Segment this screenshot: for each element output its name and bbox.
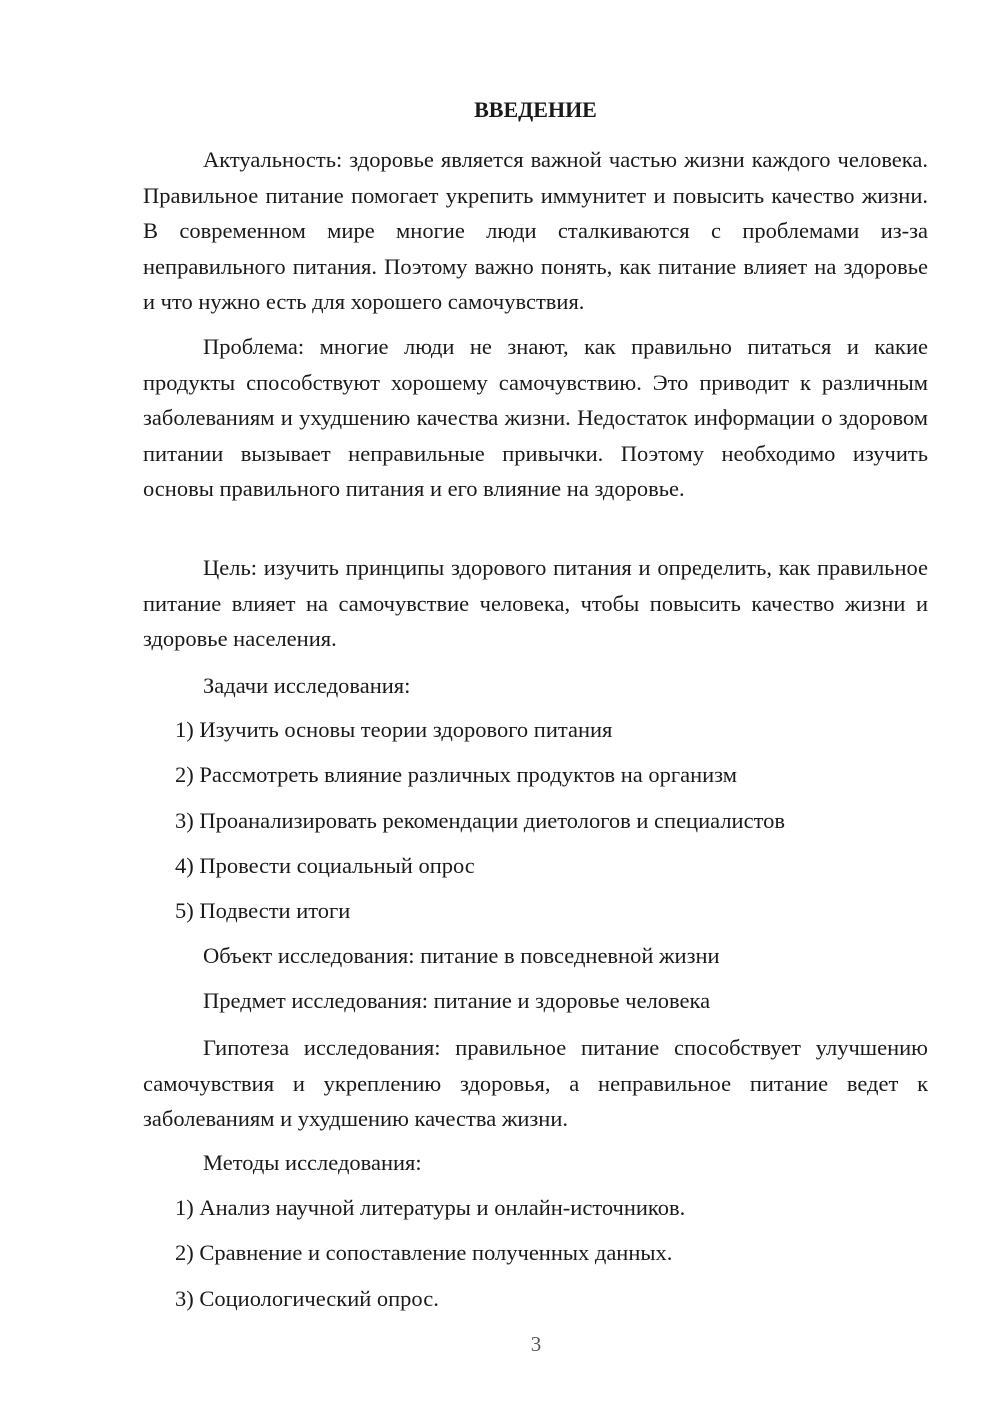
method-item: 1) Анализ научной литературы и онлайн-источников. xyxy=(175,1195,686,1220)
method-item: 2) Сравнение и сопоставление полученных данных. xyxy=(175,1240,673,1265)
goal-block xyxy=(143,550,928,657)
relevance-paragraph: Актуальность: здоровье является важной частью жизни каждого человека. Правильное питание помогает укрепить иммунитет и повысить качество жизни. В современном мире многие люди сталкиваются с проблемами из-за неправильного питания. Поэтому важно понять, как питание влияет на здоровье и что нужно есть для хорошего самочувствия. xyxy=(143,147,928,314)
hypothesis-block xyxy=(143,1030,928,1137)
hypothesis-paragraph: Гипотеза исследования: правильное питание способствует улучшению самочувствия и укреплению здоровья, а неправильное питание ведет к заболеваниям и ухудшению качества жизни. xyxy=(143,1035,928,1131)
tasks-heading: Задачи исследования: xyxy=(203,673,411,698)
subject-line: Предмет исследования: питание и здоровье человека xyxy=(203,988,711,1013)
relevance-block xyxy=(143,142,928,320)
task-item: 3) Проанализировать рекомендации диетологов и специалистов xyxy=(175,808,785,833)
problem-block xyxy=(143,329,928,507)
page-title: ВВЕДЕНИЕ xyxy=(474,97,597,122)
goal-paragraph: Цель: изучить принципы здорового питания и определить, как правильное питание влияет на самочувствие человека, чтобы повысить качество жизни и здоровье населения. xyxy=(143,555,928,651)
problem-paragraph: Проблема: многие люди не знают, как правильно питаться и какие продукты способствуют хорошему самочувствию. Это приводит к различным заболеваниям и ухудшению качества жизни. Недостаток информации о здоровом питании вызывает неправильные привычки. Поэтому необходимо изучить основы правильного питания и его влияние на здоровье. xyxy=(143,334,928,501)
task-item: 5) Подвести итоги xyxy=(175,898,351,923)
object-line: Объект исследования: питание в повседневной жизни xyxy=(203,943,720,968)
page-number: 3 xyxy=(530,1332,542,1356)
methods-heading: Методы исследования: xyxy=(203,1150,422,1175)
task-item: 4) Провести социальный опрос xyxy=(175,853,475,878)
method-item: 3) Социологический опрос. xyxy=(175,1286,439,1311)
task-item: 1) Изучить основы теории здорового питания xyxy=(175,717,613,742)
task-item: 2) Рассмотреть влияние различных продуктов на организм xyxy=(175,762,737,787)
